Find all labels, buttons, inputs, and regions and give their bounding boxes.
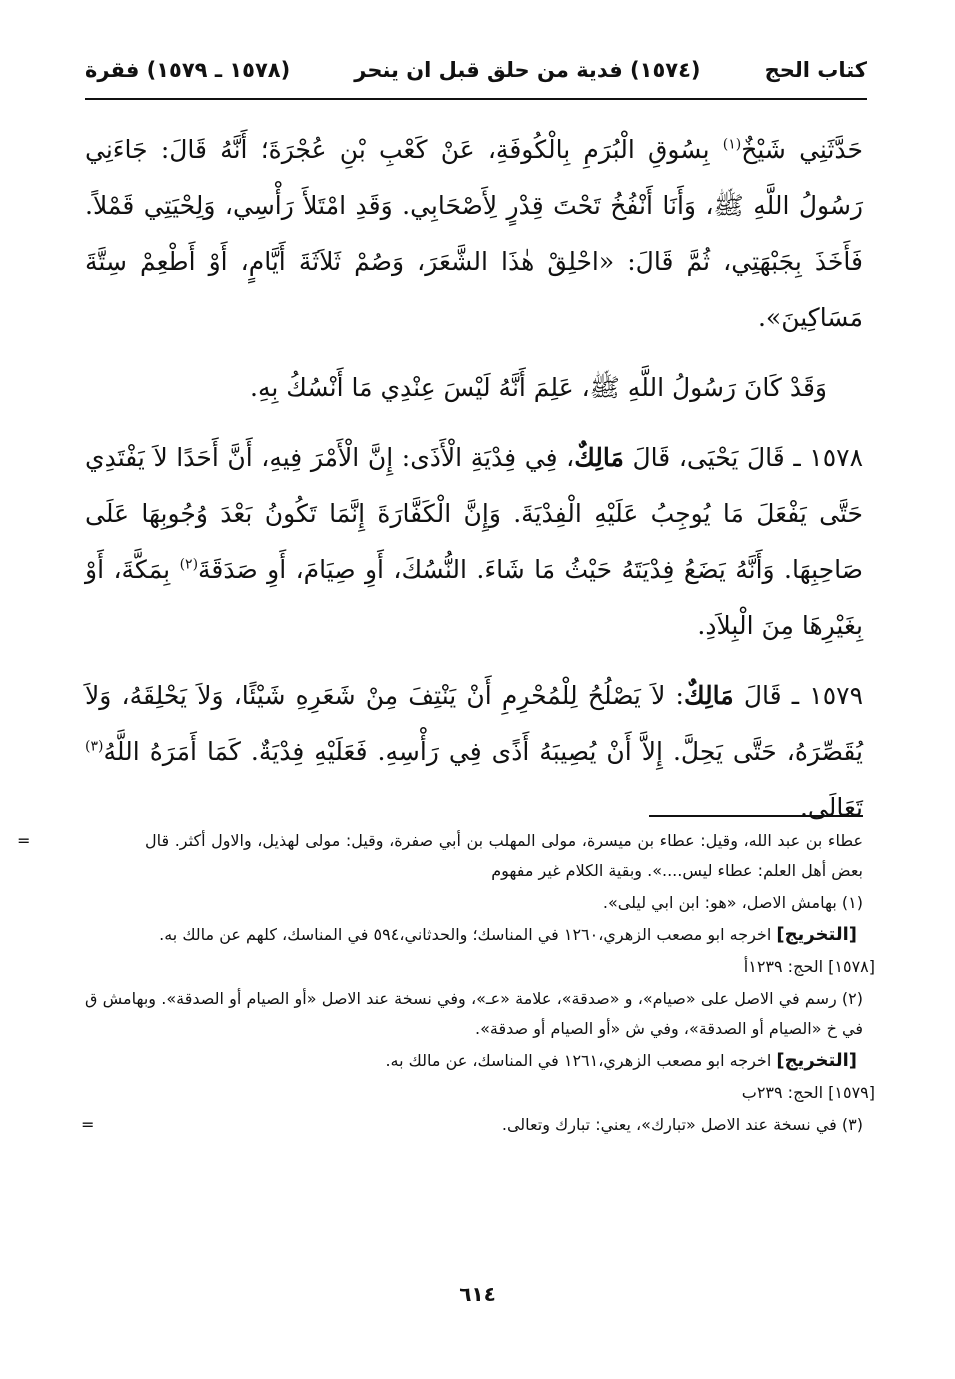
text-segment: ، فِي فِدْيَةِ الْأَذَى: إِنَّ الْأَمْرَ فِيهِ، أَنَّ أَحَدًا لاَ يَفْتَدِي حَتَّى يَفْعَلَ مَا يُوجِبُ عَلَيْهِ الْفِدْيَةَ. وَإِنَّ الْكَفَّارَةَ إِنَّمَا تَكُونُ بَعْدَ وُجُوبِهَا عَلَى صَاحِبِهَا. وَأَنَّهُ يَضَعُ فِدْيَتَهُ حَيْثُ مَا شَاءَ. النُّسُكَ، أَوِ صِيَامَ، أَوِ صَدَقَةَ — [85, 443, 863, 584]
footnote-text: عطاء بن عبد الله، وقيل: عطاء بن ميسرة، مولى المهلب بن أبي صفرة، وقيل: مولى لهذيل، والاول أكثر. قال بعض أهل العلم: عطاء ليس....». وبقية الكلام غير مفهوم — [145, 831, 863, 880]
reference-1579 — [85, 1078, 875, 1108]
main-text — [85, 122, 863, 850]
text-segment: بِسُوقِ الْبُرَمِ بِالْكُوفَةِ، عَنْ كَعْبِ بْنِ عُجْرَةَ؛ أَنَّهُ قَالَ: جَاءَنِي رَسُولُ اللَّهِ ﷺ، وَأَنَا أَنْفُخُ تَحْتَ قِدْرٍ لِأَصْحَابِي. وَقَدِ امْتَلأَ رَأْسِي، وَلِحْيَتِي قَمْلاً. فَأَخَذَ بِجَبْهَتِي، ثُمَّ قَالَ: «احْلِقْ هٰذَا الشَّعَرَ، وَصُمْ ثَلاَثَةَ أَيَّامٍ، أَوْ أَطْعِمْ سِتَّةَ مَسَاكِينَ». — [85, 135, 863, 332]
footnote-1 — [85, 888, 863, 918]
footnote-text: اخرجه ابو مصعب الزهري،١٢٦٠ في المناسك؛ والحدثاني،٥٩٤ في المناسك، كلهم عن مالك به. — [159, 925, 777, 944]
paragraph-number: ١٥٧٨ — [809, 443, 863, 472]
header-chapter-title: (١٥٧٤) فدية من حلق قبل ان ينحر — [354, 58, 701, 82]
footnote-text: (١) بهامش الاصل، «هو: ابن ابي ليلى». — [602, 893, 863, 912]
hadith-paragraph — [85, 122, 863, 346]
header-book-title: كتاب الحج — [764, 58, 867, 82]
footnote-text: اخرجه ابو مصعب الزهري،١٢٦١ في المناسك، عن مالك به. — [385, 1051, 777, 1070]
footnote-divider — [649, 815, 863, 817]
reference-text: [١٥٧٨] الحج: ١٢٣٩أ — [743, 957, 875, 976]
text-segment: وَقَدْ كَانَ رَسُولُ اللَّهِ ﷺ، عَلِمَ أَنَّهُ لَيْسَ عِنْدِي مَا أَنْسُكُ بِهِ. — [250, 373, 827, 402]
footnote-2 — [85, 984, 863, 1044]
text-segment: ـ قَالَ — [733, 681, 810, 710]
reference-text: [١٥٧٩] الحج: ٢٣٩ب — [741, 1083, 875, 1102]
paragraph-1578 — [85, 430, 863, 654]
continuation-mark: = — [81, 1115, 95, 1134]
text-segment: حَدَّثَنِي شَيْخٌ — [741, 135, 864, 164]
malik-name: مَالِكٌ — [683, 681, 734, 710]
paragraph-number: ١٥٧٩ — [809, 681, 863, 710]
paragraph-1579 — [85, 668, 863, 836]
takhrij-1579 — [85, 1046, 863, 1076]
page-header — [85, 50, 867, 90]
malik-name: مَالِكٌ — [574, 443, 624, 472]
footnote-3 — [81, 1110, 863, 1140]
footnote-ref-2: (٢) — [179, 556, 199, 573]
narration-paragraph — [85, 360, 863, 416]
takhrij-label: [التخريج] — [776, 924, 857, 945]
takhrij-label: [التخريج] — [776, 1050, 857, 1071]
page-number: ٦١٤ — [459, 1282, 496, 1306]
footnote-text: (٣) في نسخة عند الاصل «تبارك»، يعني: تبارك وتعالى. — [501, 1115, 863, 1134]
header-paragraph-range: (١٥٧٨ ـ ١٥٧٩) فقرة — [85, 58, 291, 82]
text-segment: : لاَ يَصْلُحُ لِلْمُحْرِمِ أَنْ يَنْتِفَ مِنْ شَعَرِهِ شَيْئًا، وَلاَ يَحْلِقَهُ، وَلاَ يُقَصِّرَهُ، حَتَّى يَحِلَّ. إِلاَّ أَنْ يُصِيبَهُ أَذًى فِي رَأْسِهِ. فَعَلَيْهِ فِدْيَةٌ. كَمَا أَمَرَهُ اللَّهُ — [85, 681, 864, 766]
reference-1578 — [85, 952, 875, 982]
footnote-continuation — [17, 826, 863, 886]
continuation-mark: = — [17, 831, 31, 850]
footnote-text: (٢) رسم في الاصل على «صيام»، و «صدقة»، علامة «عـ»، وفي نسخة عند الاصل «أو الصيام أو الصدقة». وبهامش ق في خ «الصيام أو الصدقة»، وفي ش «أو الصيام أو صدقة». — [85, 989, 863, 1038]
footnote-ref-3: (٣) — [85, 738, 104, 755]
text-segment: ـ قَالَ يَحْيَى، قَالَ — [623, 443, 810, 472]
footnotes — [17, 826, 875, 1142]
header-divider — [85, 98, 867, 100]
footnote-ref-1: (١) — [722, 136, 742, 153]
text-segment: تَعَالَى. — [799, 793, 863, 822]
takhrij-1578 — [85, 920, 863, 950]
text-segment: بِمَكَّةَ، أَوْ بِغَيْرِهَا مِنَ الْبِلاَدِ. — [85, 555, 863, 640]
